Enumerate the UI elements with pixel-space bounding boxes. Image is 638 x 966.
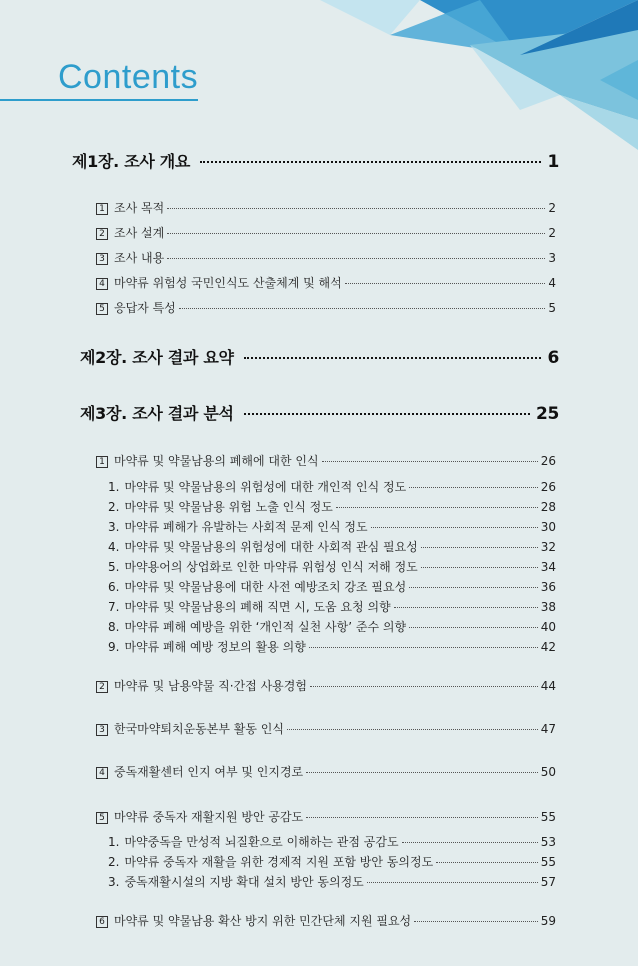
- chapter-label: 제1장. 조사 개요: [72, 152, 191, 171]
- subsection-number: 2.: [108, 855, 120, 869]
- page-number: 32: [540, 540, 556, 554]
- toc-subsection-3-1-1[interactable]: [108, 478, 556, 495]
- leader-dots: [409, 627, 538, 628]
- subsection-label: 중독재활시설의 지방 확대 설치 방안 동의정도: [124, 875, 364, 889]
- page-number: 59: [540, 914, 556, 928]
- subsection-label: 마약류 폐해가 유발하는 사회적 문제 인식 정도: [124, 520, 368, 534]
- toc-subsection-3-1-7[interactable]: [108, 598, 556, 615]
- subsection-label: 마약류 중독자 재활을 위한 경제적 지원 포함 방안 동의정도: [124, 855, 434, 869]
- page-number: 40: [540, 620, 556, 634]
- toc-subsection-3-1-8[interactable]: [108, 618, 556, 635]
- leader-dots: [244, 357, 542, 359]
- section-label: 마약류 및 남용약물 직·간접 사용경험: [114, 679, 307, 693]
- subsection-number: 8.: [108, 620, 120, 634]
- section-label: 마약류 및 약물남용 확산 방지 위한 민간단체 지원 필요성: [114, 914, 412, 928]
- section-label: 마약류 및 약물남용의 폐해에 대한 인식: [114, 454, 319, 468]
- subsection-number: 7.: [108, 600, 120, 614]
- toc-section-3-6[interactable]: [96, 912, 556, 929]
- toc-section-3-3[interactable]: [96, 720, 556, 737]
- leader-dots: [167, 208, 545, 209]
- toc-subsection-3-1-6[interactable]: [108, 578, 556, 595]
- section-number-box: 1: [96, 203, 108, 215]
- subsection-number: 5.: [108, 560, 120, 574]
- page-number: 2: [548, 201, 556, 215]
- page-number: 55: [540, 855, 556, 869]
- leader-dots: [167, 233, 545, 234]
- section-label: 응답자 특성: [114, 301, 176, 315]
- toc-section-1-4[interactable]: [96, 274, 556, 291]
- leader-dots: [409, 587, 538, 588]
- page-number: 53: [540, 835, 556, 849]
- toc-subsection-3-1-3[interactable]: [108, 518, 556, 535]
- section-label: 중독재활센터 인지 여부 및 인지경로: [114, 765, 304, 779]
- subsection-label: 마약용어의 상업화로 인한 마약류 위험성 인식 저해 정도: [124, 560, 418, 574]
- page-number: 26: [540, 480, 556, 494]
- section-label: 조사 목적: [114, 201, 165, 215]
- leader-dots: [436, 862, 538, 863]
- page-number: 34: [540, 560, 556, 574]
- leader-dots: [367, 882, 538, 883]
- toc-subsection-3-5-3[interactable]: [108, 873, 556, 890]
- toc-chapter-3[interactable]: [80, 401, 559, 424]
- leader-dots: [322, 461, 538, 462]
- toc-subsection-3-1-5[interactable]: [108, 558, 556, 575]
- subsection-label: 마약류 및 약물남용에 대한 사전 예방조치 강조 필요성: [124, 580, 407, 594]
- page-number: 44: [540, 679, 556, 693]
- section-number-box: 3: [96, 724, 108, 736]
- toc-subsection-3-1-4[interactable]: [108, 538, 556, 555]
- toc-subsection-3-1-9[interactable]: [108, 638, 556, 655]
- leader-dots: [345, 283, 546, 284]
- section-number-box: 4: [96, 767, 108, 779]
- section-number-box: 6: [96, 916, 108, 928]
- subsection-label: 마약류 및 약물남용의 위험성에 대한 개인적 인식 정도: [124, 480, 407, 494]
- subsection-label: 마약류 및 약물남용의 위험성에 대한 사회적 관심 필요성: [124, 540, 418, 554]
- leader-dots: [414, 921, 538, 922]
- leader-dots: [409, 487, 538, 488]
- leader-dots: [421, 547, 538, 548]
- toc-subsection-3-5-1[interactable]: [108, 833, 556, 850]
- page-number: 50: [540, 765, 556, 779]
- section-number-box: 2: [96, 681, 108, 693]
- leader-dots: [371, 527, 538, 528]
- page-number: 6: [547, 348, 559, 368]
- page-number: 5: [548, 301, 556, 315]
- page-number: 42: [540, 640, 556, 654]
- toc-section-3-2[interactable]: [96, 677, 556, 694]
- leader-dots: [167, 258, 545, 259]
- section-label: 한국마약퇴치운동본부 활동 인식: [114, 722, 284, 736]
- contents-title: Contents: [58, 58, 199, 96]
- leader-dots: [394, 607, 538, 608]
- page-number: 57: [540, 875, 556, 889]
- subsection-number: 6.: [108, 580, 120, 594]
- leader-dots: [310, 686, 538, 687]
- subsection-number: 9.: [108, 640, 120, 654]
- leader-dots: [309, 647, 538, 648]
- toc-section-1-2[interactable]: [96, 224, 556, 241]
- toc-section-3-4[interactable]: [96, 763, 556, 780]
- title-underline: [0, 99, 198, 101]
- section-number-box: 5: [96, 812, 108, 824]
- page-number: 2: [548, 226, 556, 240]
- leader-dots: [306, 817, 538, 818]
- subsection-number: 3.: [108, 520, 120, 534]
- leader-dots: [402, 842, 538, 843]
- toc-chapter-1[interactable]: [72, 149, 559, 172]
- chapter-label: 제3장. 조사 결과 분석: [80, 404, 234, 423]
- page-number: 38: [540, 600, 556, 614]
- page-number: 30: [540, 520, 556, 534]
- page-number: 47: [540, 722, 556, 736]
- section-label: 마약류 위험성 국민인식도 산출체계 및 해석: [114, 276, 342, 290]
- toc-section-3-1[interactable]: [96, 452, 556, 469]
- leader-dots: [421, 567, 538, 568]
- section-number-box: 1: [96, 456, 108, 468]
- section-number-box: 4: [96, 278, 108, 290]
- page-number: 26: [540, 454, 556, 468]
- subsection-label: 마약류 및 약물남용 위험 노출 인식 정도: [124, 500, 333, 514]
- subsection-label: 마약류 폐해 예방을 위한 ‘개인적 실천 사항’ 준수 의향: [124, 620, 407, 634]
- subsection-label: 마약중독을 만성적 뇌질환으로 이해하는 관점 공감도: [124, 835, 399, 849]
- toc-chapter-2[interactable]: [80, 345, 559, 368]
- page-number: 55: [540, 810, 556, 824]
- toc-subsection-3-1-2[interactable]: [108, 498, 556, 515]
- leader-dots: [287, 729, 538, 730]
- toc-section-1-3[interactable]: [96, 249, 556, 266]
- subsection-number: 1.: [108, 835, 120, 849]
- subsection-number: 4.: [108, 540, 120, 554]
- page-number: 25: [535, 404, 559, 424]
- subsection-label: 마약류 폐해 예방 정보의 활용 의향: [124, 640, 306, 654]
- section-label: 조사 내용: [114, 251, 165, 265]
- page-number: 28: [540, 500, 556, 514]
- section-number-box: 5: [96, 303, 108, 315]
- subsection-number: 1.: [108, 480, 120, 494]
- page-number: 4: [548, 276, 556, 290]
- page-number: 3: [548, 251, 556, 265]
- chapter-label: 제2장. 조사 결과 요약: [80, 348, 234, 367]
- page-number: 1: [547, 152, 559, 172]
- leader-dots: [179, 308, 546, 309]
- leader-dots: [244, 413, 530, 415]
- subsection-number: 3.: [108, 875, 120, 889]
- leader-dots: [306, 772, 538, 773]
- toc-section-1-1[interactable]: [96, 199, 556, 216]
- subsection-label: 마약류 및 약물남용의 폐해 직면 시, 도움 요청 의향: [124, 600, 391, 614]
- leader-dots: [336, 507, 538, 508]
- toc-subsection-3-5-2[interactable]: [108, 853, 556, 870]
- toc-section-1-5[interactable]: [96, 299, 556, 316]
- subsection-number: 2.: [108, 500, 120, 514]
- section-label: 조사 설계: [114, 226, 165, 240]
- page-number: 36: [540, 580, 556, 594]
- section-number-box: 2: [96, 228, 108, 240]
- section-number-box: 3: [96, 253, 108, 265]
- section-label: 마약류 중독자 재활지원 방안 공감도: [114, 810, 304, 824]
- leader-dots: [200, 161, 541, 163]
- toc-section-3-5[interactable]: [96, 808, 556, 825]
